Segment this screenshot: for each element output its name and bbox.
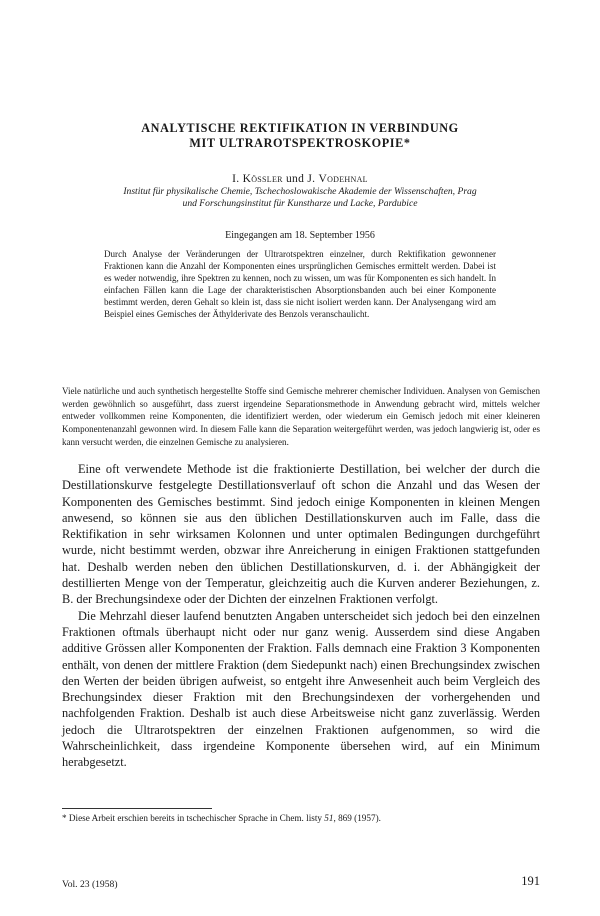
author-2-name: Vodehnal — [318, 173, 368, 185]
institute-line-1: Institut für physikalische Chemie, Tschechoslowakische Akademie der Wissenschaften, Prag — [123, 186, 477, 197]
article-title-line-2: MIT ULTRAROTSPEKTROSKOPIE* — [189, 136, 411, 150]
abstract: Durch Analyse der Veränderungen der Ultrarotspektren einzelner, durch Rektifikation gewonnener Fraktionen kann die Anzahl der Komponenten eines ursprünglichen Gemisches ermittelt werden. Dabei ist es weder notwendig, ihre Spektren zu kennen, noch zu wissen, um was für Komponenten es sich handelt. In einfachen Fällen kann die Lage der charakteristischen Absorptionsbanden auch bei einer Komponente bestimmt werden, deren Gehalt so klein ist, dass sie nicht isoliert werden kann. Der Analysengang wird am Beispiel eines Gemisches der Äthylderivate des Benzols veranschaulicht. — [104, 249, 496, 319]
body-text — [62, 461, 540, 771]
footnote-text-end: , 869 (1957). — [333, 813, 381, 823]
footnote — [62, 812, 540, 824]
footnote-text: Diese Arbeit erschien bereits in tschechischer Sprache in Chem. listy — [68, 813, 325, 823]
intro-paragraph: Viele natürliche und auch synthetisch hergestellte Stoffe sind Gemische mehrerer chemischer Individuen. Analysen von Gemischen werden gewöhnlich so ausgeführt, dass zuerst irgendeine Separationsmethode in Anwendung gebracht wird, mittels welcher entweder vollkommen reine Komponenten, die identifiziert werden, oder wiederum ein Gemisch jedoch mit einer kleineren Komponentenanzahl gewonnen wird. In diesem Falle kann die Separation weitergeführt werden, was jedoch langwierig ist, oder es kann versucht werden, die einzelnen Gemische zu analysieren. — [62, 386, 540, 447]
author-line — [60, 173, 540, 185]
body-paragraph-2: Die Mehrzahl dieser laufend benutzten Angaben unterscheidet sich jedoch bei den einzelnen Fraktionen oftmals überhaupt nicht oder nur ganz wenig. Ausserdem sind diese Angaben additive Grössen aller Komponenten der Fraktion. Falls demnach eine Fraktion 3 Komponenten enthält, von denen der mittlere Fraktion (dem Siedepunkt nach) einen Brechungsindex zwischen den Werten der beiden übrigen aufweist, so entgeht ihre Anwesenheit auch beim Vergleich des Brechungsindex dieser Fraktion mit den Brechungsindexen der vorhergehenden und nachfolgenden Fraktion. Deshalb ist auch diese Arbeitsweise nicht ganz zuverlässig. Werden jedoch die Ultrarotspektren der einzelnen Fraktionen aufgenommen, so wird die Wahrscheinlichkeit, dass irgendeine Komponente übersehen wird, auf ein Minimum herabgesetzt. — [62, 608, 540, 770]
author-conjunction: und J. — [282, 173, 319, 185]
body-paragraph-1: Eine oft verwendete Methode ist die fraktionierte Destillation, bei welcher der durch die Destillationskurve festgelegte Destillationsverlauf oft schon die Anzahl und das Wesen der Komponenten des Gemisches bestimmt. Sind jedoch einige Komponenten in kleinen Mengen anwesend, so können sie aus den üblichen Destillationskurven auch im Falle, dass die Rektifikation in sehr wirksamen Kolonnen und unter optimalen Bedingungen durchgeführt wurde, nicht bestimmt werden, obzwar ihre Anreicherung in einigen Fraktionen stattgefunden hat. Deshalb werden neben den üblichen Destillationskurven, d. i. der Abhängigkeit der destillierten Menge von der Temperatur, gleichzeitig auch die Kurven anderer Beziehungen, z. B. der Brechungsindexe oder der Dichten der einzelnen Fraktionen verfolgt. — [62, 462, 540, 607]
journal-reference: Vol. 23 (1958) — [62, 879, 118, 890]
received-date: Eingegangen am 18. September 1956 — [225, 230, 375, 241]
author-1-initial: I. — [232, 173, 243, 185]
footnote-volume: 51 — [324, 813, 334, 823]
institute-line-2: und Forschungsinstitut für Kunstharze und Lacke, Pardubice — [182, 198, 418, 209]
footnote-rule — [62, 808, 212, 809]
author-1-name: Kössler — [242, 173, 283, 185]
article-title-line-1: ANALYTISCHE REKTIFIKATION IN VERBINDUNG — [141, 121, 459, 135]
page-number: 191 — [521, 874, 540, 888]
footnote-marker: * — [62, 813, 69, 823]
